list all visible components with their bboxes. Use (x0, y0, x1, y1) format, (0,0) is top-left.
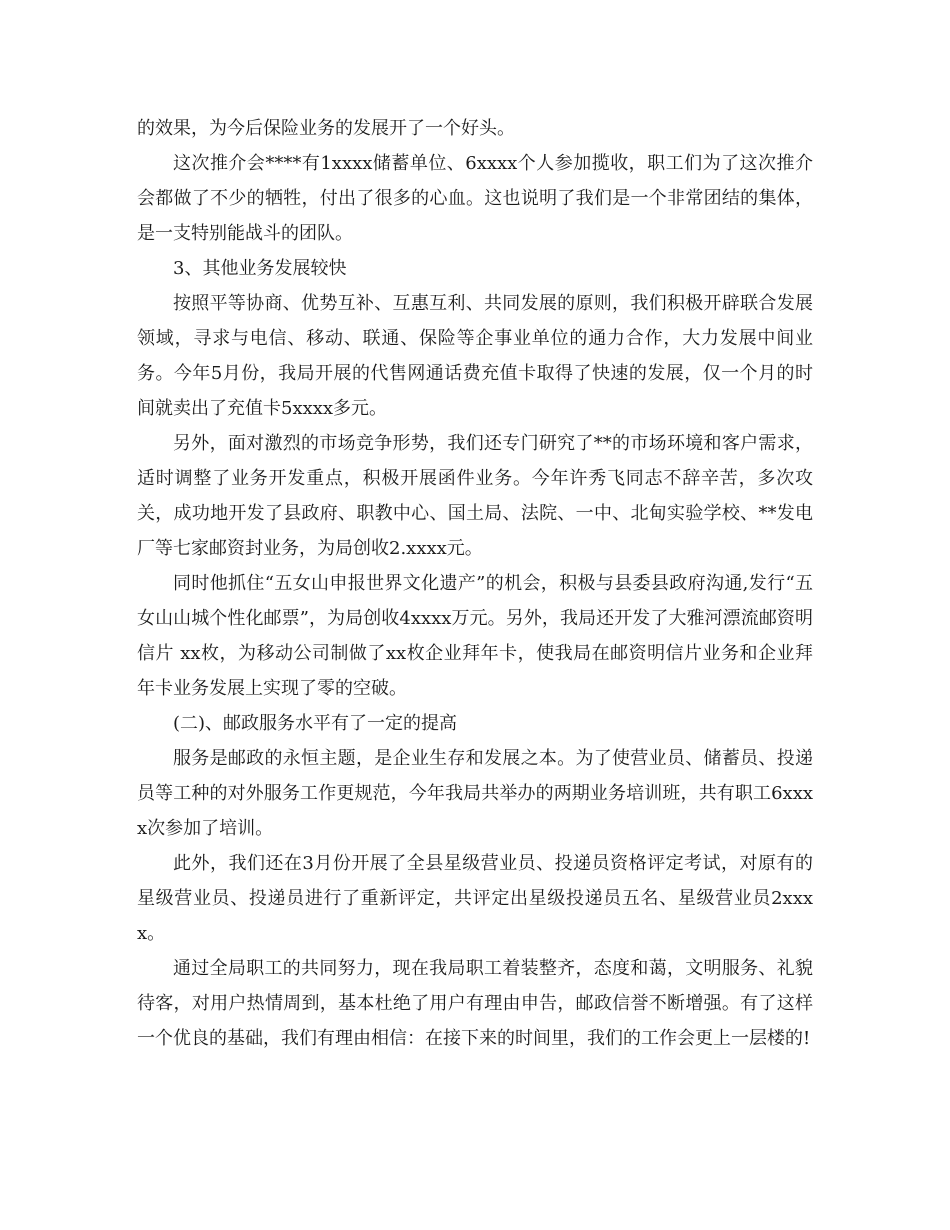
section-heading-service-level: (二)、邮政服务水平有了一定的提高 (173, 713, 458, 734)
paragraph-continuation: 的效果，为今后保险业务的发展开了一个好头。 (137, 118, 515, 139)
paragraph-cooperation: 按照平等协商、优势互补、互惠互利、共同发展的原则，我们积极开辟联合发展领域，寻求与电信、移动、联通、保险等企事业单位的通力合作，大力发展中间业务。今年5月份，我局开展的代售网通话费充值卡取得了快速的发展，仅一个月的时间就卖出了充值卡5xxxx多元。 (137, 293, 813, 419)
paragraph-letter-business: 另外，面对激烈的市场竞争形势，我们还专门研究了**的市场环境和客户需求，适时调整了业务开发重点，积极开展函件业务。今年许秀飞同志不辞辛苦，多次攻关，成功地开发了县政府、职教中心、国土局、法院、一中、北甸实验学校、**发电厂等七家邮资封业务，为局创收2.xxxx元。 (137, 433, 813, 559)
paragraph-stamps: 同时他抓住“五女山申报世界文化遗产”的机会，积极与县委县政府沟通,发行“五女山山城个性化邮票”，为局创收4xxxx万元。另外，我局还开发了大雅河漂流邮资明信片 xx枚，为移动公司制做了xx枚企业拜年卡，使我局在邮资明信片业务和企业拜年卡业务发展上实现了零的空破。 (137, 573, 813, 699)
paragraph-conclusion: 通过全局职工的共同努力，现在我局职工着装整齐，态度和蔼，文明服务、礼貌待客，对用户热情周到，基本杜绝了用户有理由申告，邮政信誉不断增强。有了这样一个优良的基础，我们有理由相信：在接下来的时间里，我们的工作会更上一层楼的! (137, 958, 813, 1049)
paragraph-promotion-meeting: 这次推介会****有1xxxx储蓄单位、6xxxx个人参加揽收，职工们为了这次推介会都做了不少的牺牲，付出了很多的心血。这也说明了我们是一个非常团结的集体，是一支特别能战斗的团队。 (137, 153, 813, 244)
document-body (137, 111, 813, 1056)
paragraph-star-rating: 此外，我们还在3月份开展了全县星级营业员、投递员资格评定考试，对原有的星级营业员、投递员进行了重新评定，共评定出星级投递员五名、星级营业员2xxxx。 (137, 853, 813, 944)
paragraph-training: 服务是邮政的永恒主题，是企业生存和发展之本。为了使营业员、储蓄员、投递员等工种的对外服务工作更规范，今年我局共举办的两期业务培训班，共有职工6xxxx次参加了培训。 (137, 748, 813, 839)
section-heading-other-business: 3、其他业务发展较快 (173, 258, 347, 279)
